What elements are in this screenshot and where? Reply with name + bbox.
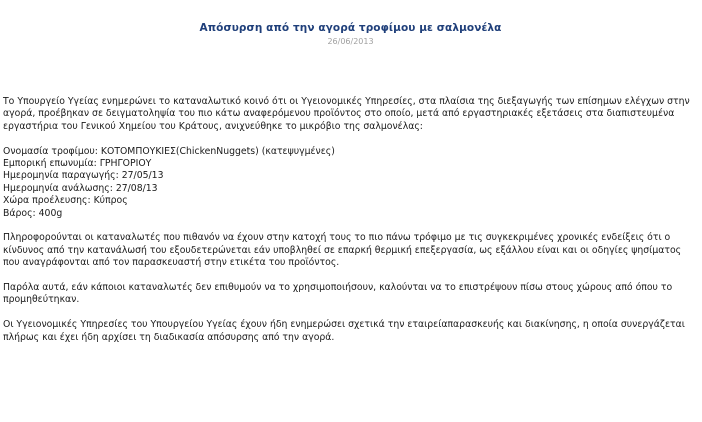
detail-brand-name: Εμπορική επωνυμία: ΓΡΗΓΟΡΙΟΥ	[3, 158, 152, 170]
detail-country-of-origin: Χώρα προέλευσης: Κύπρος	[3, 195, 128, 207]
return-paragraph: Παρόλα αυτά, εάν κάποιοι καταναλωτές δεν επιθυμούν να το χρησιμοποιήσουν, καλούνται να το επιστρέψουν πίσω στους χώρους από όπου το προμηθεύτηκαν.	[3, 282, 673, 306]
article-date: 26/06/2013	[327, 37, 374, 46]
product-details	[3, 146, 698, 220]
detail-food-name: Ονομασία τροφίμου: ΚΟΤΟΜΠΟΥΚΙΕΣ(ChickenNuggets) (κατεψυγμένες)	[3, 145, 335, 157]
article-header	[3, 0, 698, 47]
article-title: Απόσυρση από την αγορά τροφίμου με σαλμονέλα	[199, 22, 502, 34]
intro-paragraph: Το Υπουργείο Υγείας ενημερώνει το καταναλωτικό κοινό ότι οι Υγειονομικές Υπηρεσίες, στα πλαίσια της διεξαγωγής των επίσημων ελέγχων στην αγορά, προέβηκαν σε δειγματοληψία του πιο κάτω αναφερόμενου προϊόντος στο οποίο, μετά από εργαστηριακές εξετάσεις στα διαπιστευμένα εργαστήρια του Γενικού Χημείου του Κράτους, ανιχνεύθηκε το μικρόβιο της σαλμονέλας:	[3, 96, 690, 132]
detail-production-date: Ημερομηνία παραγωγής: 27/05/13	[3, 170, 164, 182]
services-paragraph: Οι Υγειονομικές Υπηρεσίες του Υπουργείου Υγείας έχουν ήδη ενημερώσει σχετικά την εταιρείαπαρασκευής και διακίνησης, η οποία συνεργάζεται πλήρως και έχει ήδη αρχίσει τη διαδικασία απόσυρσης από την αγορά.	[3, 319, 685, 343]
info-paragraph: Πληροφορούνται οι καταναλωτές που πιθανόν να έχουν στην κατοχή τους το πιο πάνω τρόφιμο με τις συγκεκριμένες χρονικές ενδείξεις ότι ο κίνδυνος από την κατανάλωσή του εξουδετερώνεται εάν υποβληθεί σε επαρκή θερμική επεξεργασία, ως εξάλλου είναι και οι οδηγίες ψησίματος που αναγράφονται από τον παρασκευαστή στην ετικέτα του προϊόντος.	[3, 232, 682, 269]
article-body	[3, 96, 698, 356]
detail-weight: Βάρος: 400g	[3, 207, 63, 219]
detail-expiry-date: Ημερομηνία ανάλωσης: 27/08/13	[3, 182, 158, 194]
